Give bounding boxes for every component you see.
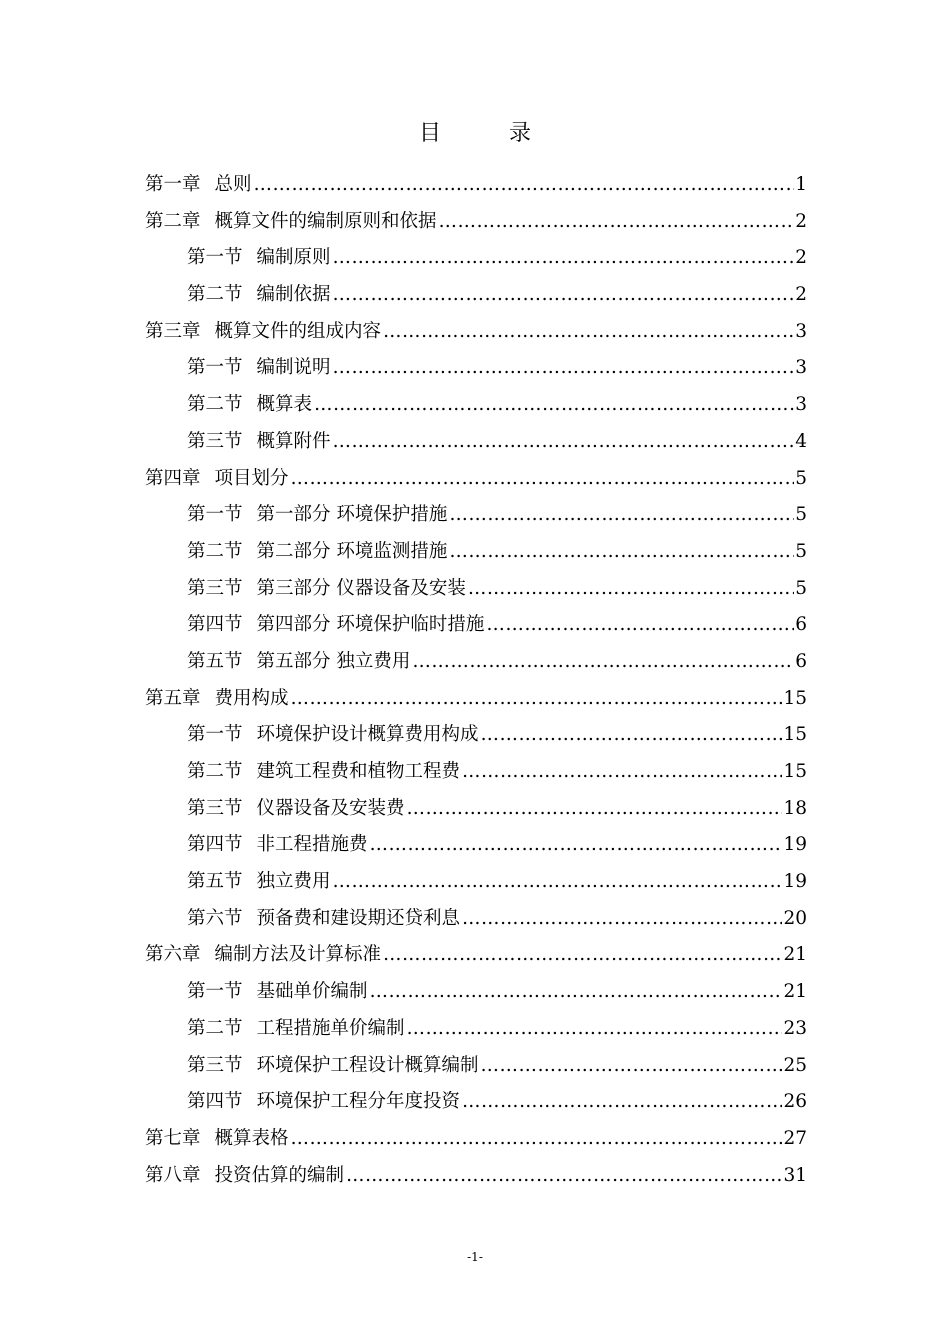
toc-entry-page: 4 (795, 430, 807, 452)
toc-entry-number: 第六节 (187, 907, 243, 929)
toc-section-entry[interactable] (145, 1048, 807, 1085)
toc-entry-number: 第三节 (187, 577, 243, 599)
toc-entry-label: 工程措施单价编制 (256, 1017, 405, 1039)
table-of-contents (145, 167, 807, 1194)
toc-entry-number: 第五节 (187, 650, 243, 672)
toc-chapter-entry[interactable] (145, 681, 807, 718)
toc-entry-page: 20 (783, 907, 807, 929)
toc-dot-leader (370, 974, 783, 1011)
toc-entry-page: 15 (783, 724, 807, 746)
toc-entry-page: 2 (795, 247, 807, 269)
toc-entry-page: 18 (783, 797, 807, 819)
toc-dot-leader (333, 864, 783, 901)
toc-entry-label: 第三部分 仪器设备及安装 (256, 577, 466, 599)
toc-entry-number: 第三节 (187, 1054, 243, 1076)
toc-entry-label: 编制依据 (256, 284, 331, 306)
toc-entry-label: 独立费用 (256, 871, 331, 893)
toc-section-entry[interactable] (145, 240, 807, 277)
toc-entry-number: 第四节 (187, 1091, 243, 1113)
toc-entry-page: 6 (795, 614, 807, 636)
toc-entry-label: 第四部分 环境保护临时措施 (256, 614, 485, 636)
toc-entry-label: 仪器设备及安装费 (256, 797, 405, 819)
toc-dot-leader (462, 901, 782, 938)
toc-entry-page: 23 (783, 1017, 807, 1039)
toc-chapter-entry[interactable] (145, 204, 807, 241)
toc-chapter-entry[interactable] (145, 461, 807, 498)
toc-dot-leader (291, 1121, 783, 1158)
toc-entry-number: 第三章 (145, 320, 201, 342)
toc-entry-number: 第六章 (145, 944, 201, 966)
toc-dot-leader (291, 681, 783, 718)
toc-entry-label: 项目划分 (214, 467, 289, 489)
toc-entry-label: 编制方法及计算标准 (214, 944, 382, 966)
toc-entry-number: 第二节 (187, 1017, 243, 1039)
toc-entry-label: 环境保护工程分年度投资 (256, 1091, 461, 1113)
toc-dot-leader (333, 240, 795, 277)
toc-entry-number: 第五节 (187, 871, 243, 893)
toc-entry-page: 1 (795, 174, 807, 195)
toc-section-entry[interactable] (145, 901, 807, 938)
toc-entry-page: 5 (795, 577, 807, 599)
toc-entry-number: 第八章 (145, 1164, 201, 1186)
toc-entry-page: 3 (795, 357, 807, 379)
toc-section-entry[interactable] (145, 387, 807, 424)
toc-dot-leader (407, 791, 783, 828)
toc-entry-label: 费用构成 (214, 687, 289, 709)
toc-entry-number: 第三节 (187, 430, 243, 452)
toc-entry-label: 环境保护工程设计概算编制 (256, 1054, 479, 1076)
toc-section-entry[interactable] (145, 717, 807, 754)
toc-entry-number: 第二节 (187, 394, 243, 416)
toc-chapter-entry[interactable] (145, 167, 807, 204)
toc-section-entry[interactable] (145, 571, 807, 608)
toc-dot-leader (383, 937, 782, 974)
toc-entry-number: 第三节 (187, 797, 243, 819)
toc-entry-page: 5 (795, 504, 807, 526)
toc-section-entry[interactable] (145, 827, 807, 864)
toc-dot-leader (481, 1048, 783, 1085)
toc-entry-label: 概算表 (256, 394, 313, 416)
toc-entry-label: 基础单价编制 (256, 981, 368, 1003)
toc-entry-label: 非工程措施费 (256, 834, 368, 856)
toc-section-entry[interactable] (145, 497, 807, 534)
toc-section-entry[interactable] (145, 1011, 807, 1048)
toc-chapter-entry[interactable] (145, 1158, 807, 1195)
toc-entry-page: 3 (795, 320, 807, 342)
toc-entry-label: 概算附件 (256, 430, 331, 452)
toc-section-entry[interactable] (145, 791, 807, 828)
toc-dot-leader (383, 314, 794, 351)
toc-entry-page: 21 (783, 981, 807, 1003)
toc-dot-leader (346, 1158, 782, 1195)
toc-dot-leader (439, 204, 795, 241)
toc-entry-label: 投资估算的编制 (214, 1164, 345, 1186)
toc-entry-label: 第二部分 环境监测措施 (256, 540, 448, 562)
toc-entry-page: 19 (783, 834, 807, 856)
toc-section-entry[interactable] (145, 974, 807, 1011)
toc-entry-number: 第二节 (187, 761, 243, 782)
title-char-2: 录 (509, 121, 532, 146)
toc-entry-number: 第四章 (145, 467, 201, 489)
toc-entry-page: 3 (795, 394, 807, 416)
toc-section-entry[interactable] (145, 277, 807, 314)
toc-entry-page: 6 (795, 650, 807, 672)
toc-section-entry[interactable] (145, 864, 807, 901)
toc-entry-number: 第二节 (187, 284, 243, 306)
toc-dot-leader (333, 350, 795, 387)
toc-entry-number: 第一节 (187, 724, 243, 746)
toc-entry-number: 第一章 (145, 174, 201, 195)
toc-entry-label: 编制说明 (256, 357, 331, 379)
toc-section-entry[interactable] (145, 424, 807, 461)
toc-entry-page: 15 (783, 761, 807, 782)
toc-dot-leader (333, 424, 795, 461)
toc-entry-page: 2 (795, 284, 807, 306)
toc-entry-page: 15 (783, 687, 807, 709)
toc-entry-number: 第四节 (187, 834, 243, 856)
toc-entry-page: 26 (783, 1091, 807, 1113)
toc-entry-label: 第一部分 环境保护措施 (256, 504, 448, 526)
toc-entry-label: 第五部分 独立费用 (256, 650, 411, 672)
toc-entry-label: 环境保护设计概算费用构成 (256, 724, 479, 746)
toc-dot-leader (314, 387, 794, 424)
toc-chapter-entry[interactable] (145, 1121, 807, 1158)
toc-chapter-entry[interactable] (145, 937, 807, 974)
toc-section-entry[interactable] (145, 754, 807, 791)
toc-dot-leader (486, 607, 794, 644)
toc-dot-leader (407, 1011, 783, 1048)
toc-entry-number: 第一节 (187, 981, 243, 1003)
toc-entry-label: 建筑工程费和植物工程费 (256, 761, 461, 782)
toc-section-entry[interactable] (145, 534, 807, 571)
toc-section-entry[interactable] (145, 350, 807, 387)
page-number: -1- (467, 1250, 483, 1264)
toc-entry-page: 5 (795, 540, 807, 562)
title-char-1: 目 (418, 121, 441, 146)
toc-entry-number: 第五章 (145, 687, 201, 709)
toc-entry-number: 第一节 (187, 247, 243, 269)
toc-entry-number: 第二节 (187, 540, 243, 562)
toc-entry-page: 27 (783, 1127, 807, 1149)
toc-entry-page: 31 (783, 1164, 807, 1186)
toc-entry-label: 预备费和建设期还贷利息 (256, 907, 461, 929)
toc-entry-number: 第四节 (187, 614, 243, 636)
toc-entry-label: 总则 (214, 174, 252, 195)
toc-section-entry[interactable] (145, 1084, 807, 1121)
toc-entry-label: 编制原则 (256, 247, 331, 269)
page-title (0, 118, 950, 150)
toc-dot-leader (333, 277, 795, 314)
toc-entry-page: 5 (795, 467, 807, 489)
toc-dot-leader (370, 827, 783, 864)
toc-dot-leader (468, 571, 794, 608)
toc-entry-page: 25 (783, 1054, 807, 1076)
toc-entry-number: 第一节 (187, 504, 243, 526)
toc-dot-leader (412, 644, 794, 681)
toc-entry-page: 2 (795, 210, 807, 232)
toc-entry-number: 第一节 (187, 357, 243, 379)
toc-section-entry[interactable] (145, 607, 807, 644)
toc-dot-leader (449, 534, 794, 571)
toc-entry-page: 21 (783, 944, 807, 966)
toc-dot-leader (254, 167, 795, 204)
toc-entry-page: 19 (783, 871, 807, 893)
toc-dot-leader (291, 461, 795, 498)
toc-entry-number: 第二章 (145, 210, 201, 232)
toc-section-entry[interactable] (145, 644, 807, 681)
toc-entry-label: 概算文件的编制原则和依据 (214, 210, 437, 232)
toc-dot-leader (449, 497, 794, 534)
toc-entry-number: 第七章 (145, 1127, 201, 1149)
toc-dot-leader (462, 1084, 782, 1121)
toc-dot-leader (462, 754, 782, 791)
toc-entry-label: 概算表格 (214, 1127, 289, 1149)
toc-chapter-entry[interactable] (145, 314, 807, 351)
toc-dot-leader (481, 717, 783, 754)
toc-entry-label: 概算文件的组成内容 (214, 320, 382, 342)
